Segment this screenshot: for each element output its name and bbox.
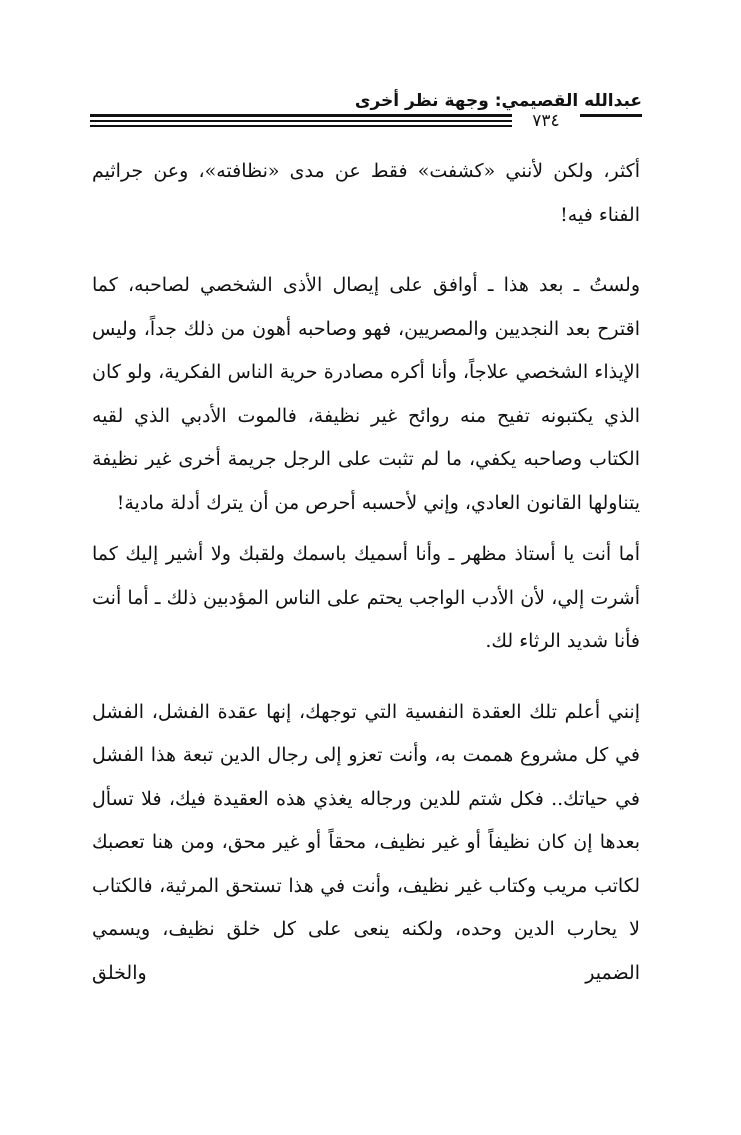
page-body: [92, 150, 640, 995]
header-rule-middle: [90, 120, 550, 122]
paragraph-2: ولستُ ـ بعد هذا ـ أوافق على إيصال الأذى الشخصي لصاحبه، كما اقترح بعد النجديين والمصريين، فهو وصاحبه أهون من ذلك جداً، وليس الإيذاء الشخصي علاجاً، وأنا أكره مصادرة حرية الناس الفكرية، ولو كان الذي يكتبونه تفيح منه روائح غير نظيفة، فالموت الأدبي الذي لقيه الكتاب وصاحبه يكفي، ما لم تثبت على الرجل جريمة أخرى غير نظيفة يتناولها القانون العادي، وإني لأحسبه أحرص من أن يترك أدلة مادية!: [92, 274, 640, 514]
page-number: ٧٣٤: [512, 111, 580, 131]
paragraph-4: إنني أعلم تلك العقدة النفسية التي توجهك، إنها عقدة الفشل، الفشل في كل مشروع هممت به، وأنت تعزو إلى رجال الدين تبعة هذا الفشل في حياتك.. فكل شتم للدين ورجاله يغذي هذه العقيدة فيك، فلا تسأل بعدها إن كان نظيفاً أو غير نظيف، محقاً أو غير محق، ومن هنا تعصبك لكاتب مريب وكتاب غير نظيف، وأنت في هذا تستحق المرثية، فالكتاب لا يحارب الدين وحده، ولكنه ينعى على كل خلق نظيف، ويسمي الضمير والخلق: [92, 700, 640, 984]
paragraph-1: أكثر، ولكن لأنني «كشفت» فقط عن مدى «نظافته»، وعن جراثيم الفناء فيه!: [92, 160, 640, 226]
paragraph-3: أما أنت يا أستاذ مظهر ـ وأنا أسميك باسمك ولقبك ولا أشير إليك كما أشرت إلي، لأن الأدب الواجب يحتم على الناس المؤدبين ذلك ـ أما أنت فأنا شديد الرثاء لك.: [92, 543, 640, 652]
header-rule-bottom: [90, 125, 550, 127]
running-title: عبدالله القصيمي: وجهة نظر أخرى: [354, 91, 642, 111]
